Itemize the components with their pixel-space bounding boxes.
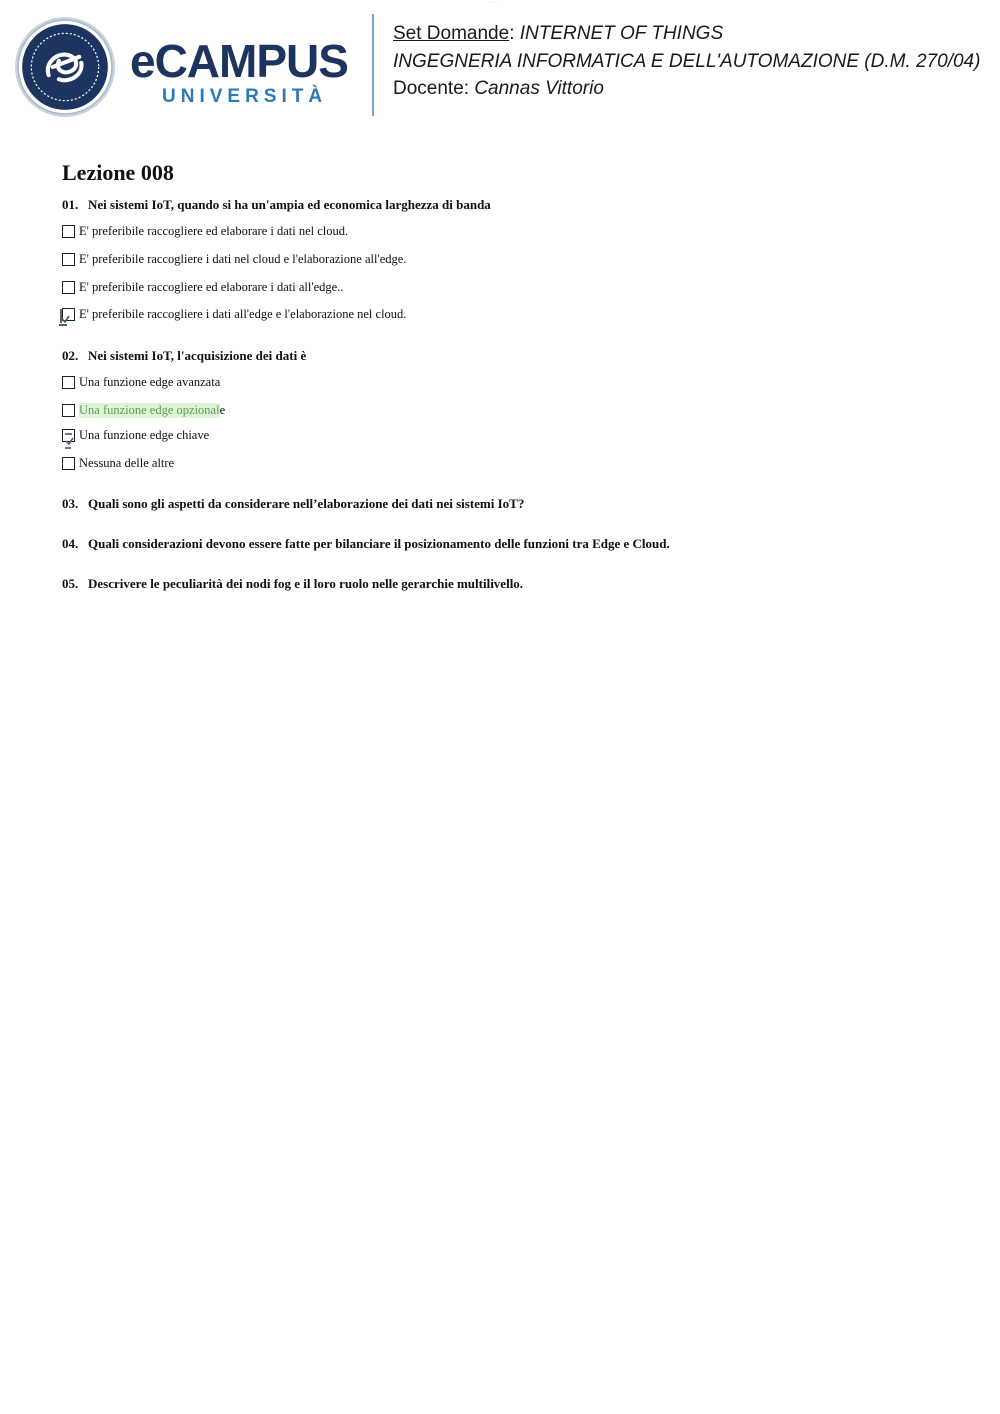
question-number: 04.: [62, 536, 79, 551]
header-line-degree: [393, 48, 980, 76]
header-info: [393, 20, 980, 103]
question-text: Quali considerazioni devono essere fatte per bilanciare il posizionamento delle funzioni tra Edge e Cloud.: [88, 536, 670, 551]
set-separator: :: [509, 23, 520, 44]
answer-checkbox[interactable]: [62, 281, 75, 294]
answer-checkbox[interactable]: [62, 404, 75, 417]
answer-checkbox[interactable]: [62, 253, 75, 266]
answer-text-rest: e: [219, 402, 226, 417]
header-line-set: [393, 20, 980, 48]
answer-checkbox-marked[interactable]: [62, 429, 75, 442]
answer-option[interactable]: [62, 373, 220, 391]
degree-title: INGEGNERIA INFORMATICA E DELL'AUTOMAZIONE (D.M. 270/04): [393, 50, 981, 72]
answer-text: E' preferibile raccogliere ed elaborare i dati nel cloud.: [79, 223, 349, 238]
question-text: Descrivere le peculiarità dei nodi fog e il loro ruolo nelle gerarchie multilivello.: [88, 576, 524, 591]
answer-text: Una funzione edge avanzata: [79, 374, 221, 389]
correct-mark-icon: [63, 430, 77, 450]
header-line-docente: [393, 75, 980, 103]
answer-option[interactable]: [62, 278, 343, 296]
correct-mark-icon: [59, 307, 73, 327]
ecampus-wordmark: [130, 35, 360, 118]
answer-text: E' preferibile raccogliere ed elaborare i dati all'edge..: [79, 279, 344, 294]
set-label: Set Domande: [393, 23, 510, 44]
question-number: 01.: [62, 197, 79, 212]
page-marker: ·····: [490, 0, 497, 5]
lesson-title: Lezione 008: [62, 160, 174, 185]
question-number: 03.: [62, 496, 79, 511]
question-text: Nei sistemi IoT, l'acquisizione dei dati è: [88, 348, 307, 363]
answer-text: E' preferibile raccogliere i dati nel cloud e l'elaborazione all'edge.: [79, 251, 407, 266]
question-04: [62, 536, 670, 552]
question-02: [62, 348, 306, 364]
ecampus-seal-logo: [14, 16, 116, 118]
question-05: [62, 576, 523, 592]
docente-name: Cannas Vittorio: [474, 78, 604, 99]
question-text: Quali sono gli aspetti da considerare nell’elaborazione dei dati nei sistemi IoT?: [88, 496, 525, 511]
answer-text-highlight: Una funzione edge opzional: [79, 402, 220, 417]
answer-option[interactable]: [62, 454, 174, 472]
question-number: 02.: [62, 348, 79, 363]
answer-option[interactable]: [62, 222, 348, 240]
answer-text: E' preferibile raccogliere i dati all'edge e l'elaborazione nel cloud.: [79, 306, 407, 321]
answer-checkbox[interactable]: [62, 376, 75, 389]
header-divider: [372, 14, 374, 116]
answer-option-marked[interactable]: [62, 305, 406, 323]
answer-checkbox[interactable]: [62, 457, 75, 470]
answer-checkbox-marked[interactable]: [62, 308, 75, 321]
answer-option-highlighted[interactable]: [62, 401, 225, 419]
question-text: Nei sistemi IoT, quando si ha un'ampia ed economica larghezza di banda: [88, 197, 491, 212]
question-01: [62, 197, 491, 213]
answer-option-marked[interactable]: [62, 426, 209, 444]
answer-option[interactable]: [62, 250, 406, 268]
answer-text: Una funzione edge chiave: [79, 427, 210, 442]
answer-text: Nessuna delle altre: [79, 455, 175, 470]
logo-sub-text: UNIVERSITÀ: [162, 86, 328, 107]
question-03: [62, 496, 524, 512]
question-number: 05.: [62, 576, 79, 591]
course-title: INTERNET OF THINGS: [519, 23, 724, 44]
logo-brand-text: eCAMPUS: [130, 35, 348, 87]
docente-label: Docente:: [393, 78, 475, 99]
answer-checkbox[interactable]: [62, 225, 75, 238]
